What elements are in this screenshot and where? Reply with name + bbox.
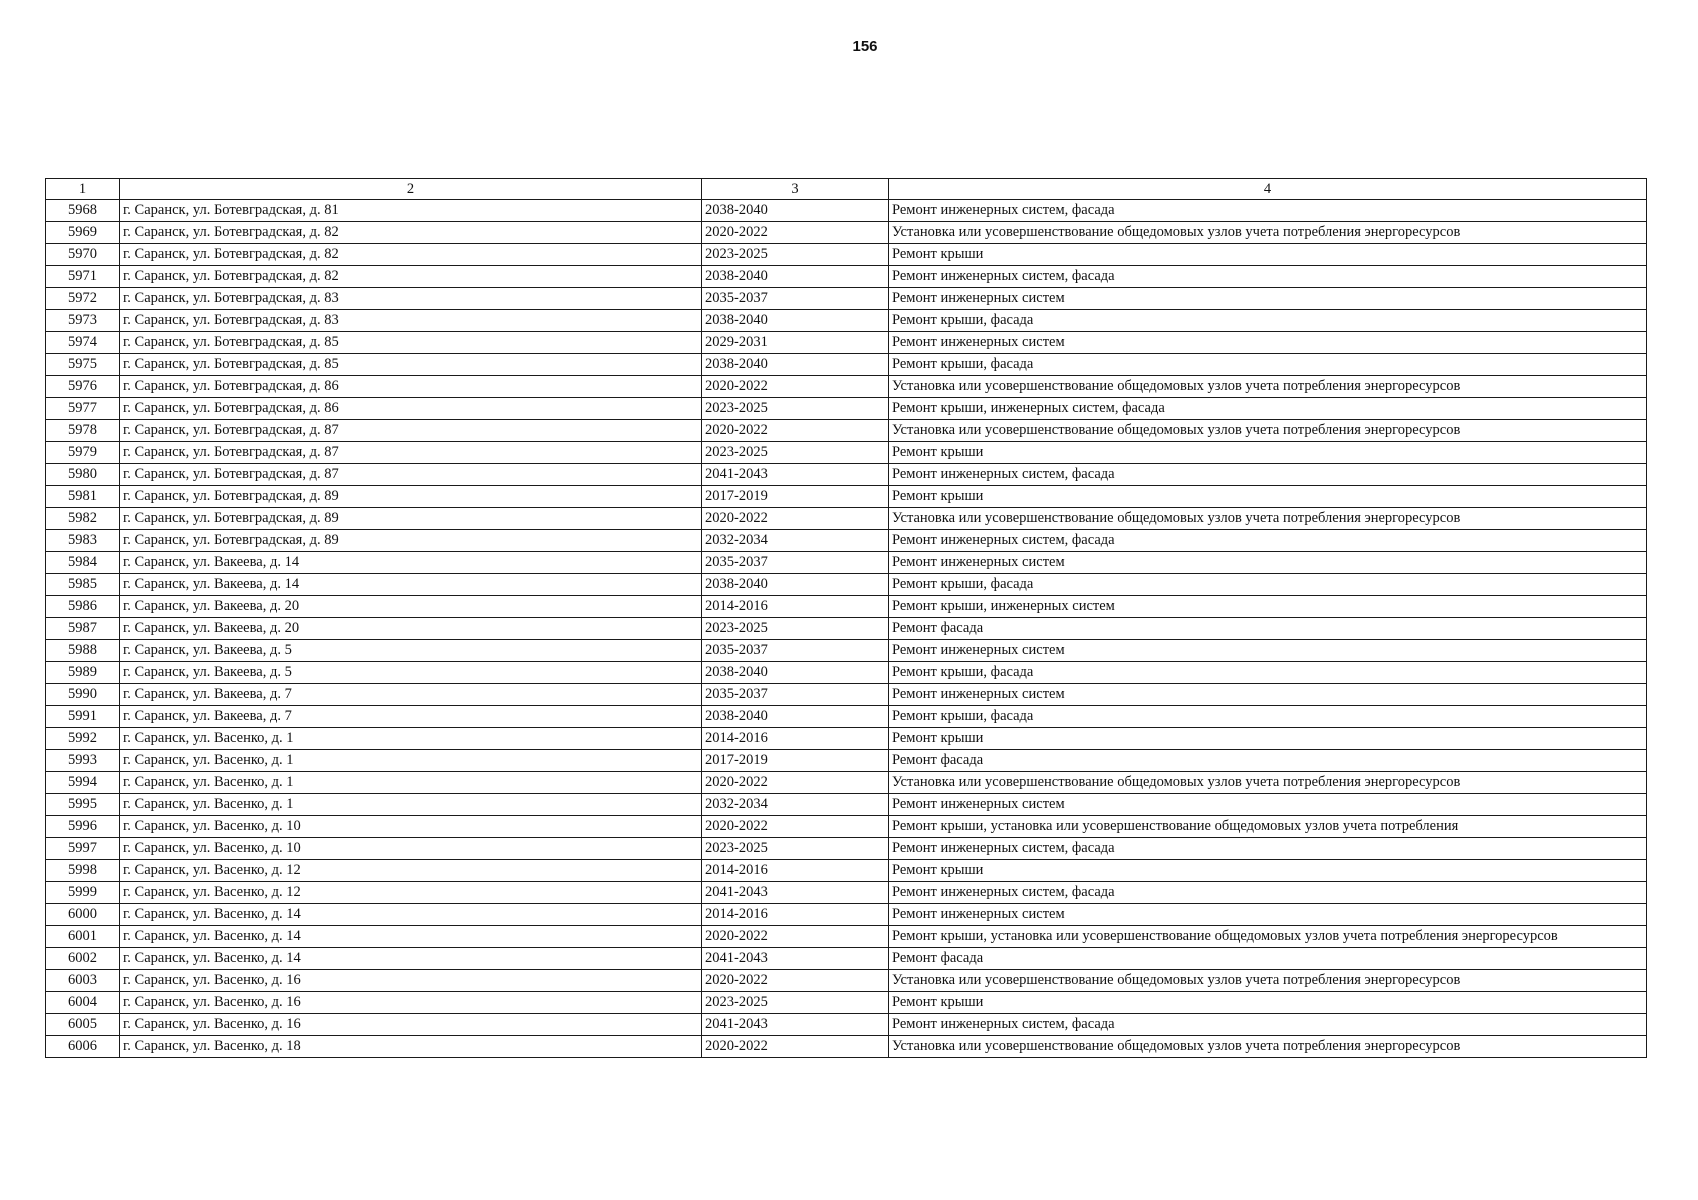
work-type-cell: Ремонт крыши [889, 992, 1647, 1014]
row-number-cell: 5972 [46, 288, 120, 310]
period-cell: 2023-2025 [702, 992, 889, 1014]
address-cell: г. Саранск, ул. Ботевградская, д. 83 [120, 310, 702, 332]
table-row [46, 794, 1647, 816]
column-header-1: 1 [46, 179, 120, 200]
row-number-cell: 5990 [46, 684, 120, 706]
period-cell: 2014-2016 [702, 596, 889, 618]
table-row [46, 1036, 1647, 1058]
table-row [46, 860, 1647, 882]
period-cell: 2020-2022 [702, 1036, 889, 1058]
work-type-cell: Ремонт крыши [889, 860, 1647, 882]
table-body [46, 200, 1647, 1058]
period-cell: 2041-2043 [702, 882, 889, 904]
work-type-cell: Ремонт инженерных систем, фасада [889, 266, 1647, 288]
work-type-cell: Ремонт крыши, установка или усовершенствование общедомовых узлов учета потребления энергоресурсов [889, 926, 1647, 948]
address-cell: г. Саранск, ул. Васенко, д. 10 [120, 838, 702, 860]
work-type-cell: Установка или усовершенствование общедомовых узлов учета потребления энергоресурсов [889, 222, 1647, 244]
row-number-cell: 5981 [46, 486, 120, 508]
column-header-3: 3 [702, 179, 889, 200]
address-cell: г. Саранск, ул. Ботевградская, д. 83 [120, 288, 702, 310]
period-cell: 2038-2040 [702, 662, 889, 684]
row-number-cell: 5984 [46, 552, 120, 574]
address-cell: г. Саранск, ул. Васенко, д. 18 [120, 1036, 702, 1058]
address-cell: г. Саранск, ул. Вакеева, д. 7 [120, 706, 702, 728]
period-cell: 2038-2040 [702, 574, 889, 596]
period-cell: 2020-2022 [702, 816, 889, 838]
table-row [46, 1014, 1647, 1036]
table-row [46, 288, 1647, 310]
address-cell: г. Саранск, ул. Ботевградская, д. 87 [120, 442, 702, 464]
row-number-cell: 5979 [46, 442, 120, 464]
address-cell: г. Саранск, ул. Ботевградская, д. 89 [120, 486, 702, 508]
period-cell: 2041-2043 [702, 464, 889, 486]
table-row [46, 420, 1647, 442]
address-cell: г. Саранск, ул. Васенко, д. 1 [120, 772, 702, 794]
work-type-cell: Ремонт инженерных систем, фасада [889, 1014, 1647, 1036]
work-type-cell: Ремонт крыши, фасада [889, 662, 1647, 684]
work-type-cell: Ремонт крыши [889, 244, 1647, 266]
row-number-cell: 5973 [46, 310, 120, 332]
work-type-cell: Ремонт крыши [889, 728, 1647, 750]
period-cell: 2038-2040 [702, 354, 889, 376]
address-cell: г. Саранск, ул. Васенко, д. 16 [120, 992, 702, 1014]
address-cell: г. Саранск, ул. Вакеева, д. 7 [120, 684, 702, 706]
work-type-cell: Ремонт инженерных систем [889, 904, 1647, 926]
period-cell: 2035-2037 [702, 552, 889, 574]
work-type-cell: Установка или усовершенствование общедомовых узлов учета потребления энергоресурсов [889, 1036, 1647, 1058]
address-cell: г. Саранск, ул. Васенко, д. 1 [120, 750, 702, 772]
row-number-cell: 5982 [46, 508, 120, 530]
work-type-cell: Ремонт фасада [889, 750, 1647, 772]
table-row [46, 354, 1647, 376]
address-cell: г. Саранск, ул. Вакеева, д. 20 [120, 596, 702, 618]
row-number-cell: 5983 [46, 530, 120, 552]
address-cell: г. Саранск, ул. Ботевградская, д. 89 [120, 508, 702, 530]
row-number-cell: 5987 [46, 618, 120, 640]
period-cell: 2041-2043 [702, 948, 889, 970]
table-row [46, 684, 1647, 706]
address-cell: г. Саранск, ул. Васенко, д. 16 [120, 1014, 702, 1036]
address-cell: г. Саранск, ул. Вакеева, д. 20 [120, 618, 702, 640]
address-cell: г. Саранск, ул. Ботевградская, д. 82 [120, 244, 702, 266]
work-type-cell: Установка или усовершенствование общедомовых узлов учета потребления энергоресурсов [889, 376, 1647, 398]
period-cell: 2020-2022 [702, 772, 889, 794]
table-row [46, 772, 1647, 794]
row-number-cell: 6000 [46, 904, 120, 926]
work-type-cell: Ремонт крыши, инженерных систем [889, 596, 1647, 618]
period-cell: 2020-2022 [702, 926, 889, 948]
address-cell: г. Саранск, ул. Васенко, д. 1 [120, 794, 702, 816]
page-number: 156 [852, 38, 878, 55]
column-header-4: 4 [889, 179, 1647, 200]
table-row [46, 596, 1647, 618]
row-number-cell: 5988 [46, 640, 120, 662]
period-cell: 2029-2031 [702, 332, 889, 354]
work-type-cell: Установка или усовершенствование общедомовых узлов учета потребления энергоресурсов [889, 772, 1647, 794]
row-number-cell: 5977 [46, 398, 120, 420]
period-cell: 2035-2037 [702, 288, 889, 310]
row-number-cell: 5991 [46, 706, 120, 728]
work-type-cell: Ремонт крыши, фасада [889, 310, 1647, 332]
row-number-cell: 6003 [46, 970, 120, 992]
address-cell: г. Саранск, ул. Васенко, д. 12 [120, 882, 702, 904]
table-row [46, 486, 1647, 508]
row-number-cell: 5997 [46, 838, 120, 860]
work-type-cell: Ремонт инженерных систем [889, 288, 1647, 310]
work-type-cell: Ремонт крыши [889, 486, 1647, 508]
period-cell: 2038-2040 [702, 310, 889, 332]
period-cell: 2020-2022 [702, 508, 889, 530]
work-type-cell: Ремонт крыши [889, 442, 1647, 464]
period-cell: 2023-2025 [702, 244, 889, 266]
period-cell: 2020-2022 [702, 420, 889, 442]
row-number-cell: 5976 [46, 376, 120, 398]
table-row [46, 508, 1647, 530]
table-row [46, 398, 1647, 420]
address-cell: г. Саранск, ул. Ботевградская, д. 82 [120, 266, 702, 288]
address-cell: г. Саранск, ул. Ботевградская, д. 87 [120, 464, 702, 486]
work-type-cell: Ремонт инженерных систем, фасада [889, 200, 1647, 222]
work-type-cell: Установка или усовершенствование общедомовых узлов учета потребления энергоресурсов [889, 508, 1647, 530]
row-number-cell: 5989 [46, 662, 120, 684]
address-cell: г. Саранск, ул. Ботевградская, д. 86 [120, 376, 702, 398]
table-row [46, 332, 1647, 354]
address-cell: г. Саранск, ул. Ботевградская, д. 89 [120, 530, 702, 552]
work-type-cell: Ремонт инженерных систем, фасада [889, 530, 1647, 552]
row-number-cell: 6006 [46, 1036, 120, 1058]
period-cell: 2014-2016 [702, 860, 889, 882]
table-row [46, 992, 1647, 1014]
row-number-cell: 5969 [46, 222, 120, 244]
work-type-cell: Ремонт инженерных систем [889, 684, 1647, 706]
row-number-cell: 5993 [46, 750, 120, 772]
work-type-cell: Ремонт крыши, фасада [889, 354, 1647, 376]
address-cell: г. Саранск, ул. Ботевградская, д. 85 [120, 354, 702, 376]
address-cell: г. Саранск, ул. Ботевградская, д. 87 [120, 420, 702, 442]
table-row [46, 200, 1647, 222]
address-cell: г. Саранск, ул. Вакеева, д. 5 [120, 640, 702, 662]
row-number-cell: 5974 [46, 332, 120, 354]
work-type-cell: Ремонт инженерных систем, фасада [889, 464, 1647, 486]
period-cell: 2038-2040 [702, 200, 889, 222]
table-row [46, 926, 1647, 948]
address-cell: г. Саранск, ул. Васенко, д. 14 [120, 948, 702, 970]
work-type-cell: Ремонт фасада [889, 618, 1647, 640]
period-cell: 2038-2040 [702, 706, 889, 728]
address-cell: г. Саранск, ул. Вакеева, д. 14 [120, 574, 702, 596]
table-header [46, 179, 1647, 200]
table-row [46, 552, 1647, 574]
address-cell: г. Саранск, ул. Ботевградская, д. 85 [120, 332, 702, 354]
address-cell: г. Саранск, ул. Вакеева, д. 5 [120, 662, 702, 684]
period-cell: 2023-2025 [702, 442, 889, 464]
address-cell: г. Саранск, ул. Васенко, д. 12 [120, 860, 702, 882]
period-cell: 2014-2016 [702, 728, 889, 750]
table-row [46, 266, 1647, 288]
row-number-cell: 5980 [46, 464, 120, 486]
work-type-cell: Ремонт крыши, инженерных систем, фасада [889, 398, 1647, 420]
period-cell: 2020-2022 [702, 376, 889, 398]
period-cell: 2038-2040 [702, 266, 889, 288]
work-type-cell: Ремонт инженерных систем [889, 640, 1647, 662]
table-row [46, 618, 1647, 640]
table-row [46, 728, 1647, 750]
row-number-cell: 5971 [46, 266, 120, 288]
address-cell: г. Саранск, ул. Васенко, д. 10 [120, 816, 702, 838]
table-row [46, 948, 1647, 970]
work-type-cell: Ремонт инженерных систем, фасада [889, 882, 1647, 904]
table-row [46, 376, 1647, 398]
table-row [46, 244, 1647, 266]
address-cell: г. Саранск, ул. Васенко, д. 14 [120, 926, 702, 948]
row-number-cell: 5994 [46, 772, 120, 794]
period-cell: 2023-2025 [702, 838, 889, 860]
address-cell: г. Саранск, ул. Васенко, д. 16 [120, 970, 702, 992]
work-type-cell: Ремонт крыши, установка или усовершенствование общедомовых узлов учета потребления [889, 816, 1647, 838]
table-row [46, 640, 1647, 662]
table-row [46, 442, 1647, 464]
row-number-cell: 5978 [46, 420, 120, 442]
table-row [46, 970, 1647, 992]
work-type-cell: Ремонт инженерных систем [889, 552, 1647, 574]
period-cell: 2032-2034 [702, 794, 889, 816]
period-cell: 2041-2043 [702, 1014, 889, 1036]
row-number-cell: 5992 [46, 728, 120, 750]
work-type-cell: Ремонт инженерных систем [889, 794, 1647, 816]
row-number-cell: 6001 [46, 926, 120, 948]
table-row [46, 904, 1647, 926]
period-cell: 2023-2025 [702, 618, 889, 640]
table-row [46, 574, 1647, 596]
table-row [46, 464, 1647, 486]
period-cell: 2023-2025 [702, 398, 889, 420]
table-row [46, 750, 1647, 772]
row-number-cell: 5970 [46, 244, 120, 266]
table-row [46, 310, 1647, 332]
work-type-cell: Установка или усовершенствование общедомовых узлов учета потребления энергоресурсов [889, 420, 1647, 442]
work-type-cell: Ремонт инженерных систем [889, 332, 1647, 354]
row-number-cell: 6005 [46, 1014, 120, 1036]
period-cell: 2017-2019 [702, 750, 889, 772]
address-cell: г. Саранск, ул. Вакеева, д. 14 [120, 552, 702, 574]
row-number-cell: 5985 [46, 574, 120, 596]
period-cell: 2017-2019 [702, 486, 889, 508]
table-row [46, 882, 1647, 904]
work-type-cell: Ремонт инженерных систем, фасада [889, 838, 1647, 860]
repair-schedule-table [45, 178, 1647, 1058]
column-header-2: 2 [120, 179, 702, 200]
header-row [46, 179, 1647, 200]
table-row [46, 816, 1647, 838]
row-number-cell: 6002 [46, 948, 120, 970]
period-cell: 2035-2037 [702, 640, 889, 662]
row-number-cell: 5986 [46, 596, 120, 618]
address-cell: г. Саранск, ул. Ботевградская, д. 86 [120, 398, 702, 420]
table-row [46, 838, 1647, 860]
row-number-cell: 5999 [46, 882, 120, 904]
row-number-cell: 6004 [46, 992, 120, 1014]
period-cell: 2032-2034 [702, 530, 889, 552]
row-number-cell: 5975 [46, 354, 120, 376]
work-type-cell: Ремонт фасада [889, 948, 1647, 970]
row-number-cell: 5995 [46, 794, 120, 816]
address-cell: г. Саранск, ул. Васенко, д. 14 [120, 904, 702, 926]
row-number-cell: 5996 [46, 816, 120, 838]
address-cell: г. Саранск, ул. Ботевградская, д. 81 [120, 200, 702, 222]
row-number-cell: 5998 [46, 860, 120, 882]
table-row [46, 530, 1647, 552]
row-number-cell: 5968 [46, 200, 120, 222]
address-cell: г. Саранск, ул. Васенко, д. 1 [120, 728, 702, 750]
address-cell: г. Саранск, ул. Ботевградская, д. 82 [120, 222, 702, 244]
table-row [46, 222, 1647, 244]
period-cell: 2020-2022 [702, 970, 889, 992]
work-type-cell: Установка или усовершенствование общедомовых узлов учета потребления энергоресурсов [889, 970, 1647, 992]
work-type-cell: Ремонт крыши, фасада [889, 574, 1647, 596]
work-type-cell: Ремонт крыши, фасада [889, 706, 1647, 728]
table-row [46, 662, 1647, 684]
table-row [46, 706, 1647, 728]
period-cell: 2020-2022 [702, 222, 889, 244]
period-cell: 2014-2016 [702, 904, 889, 926]
period-cell: 2035-2037 [702, 684, 889, 706]
